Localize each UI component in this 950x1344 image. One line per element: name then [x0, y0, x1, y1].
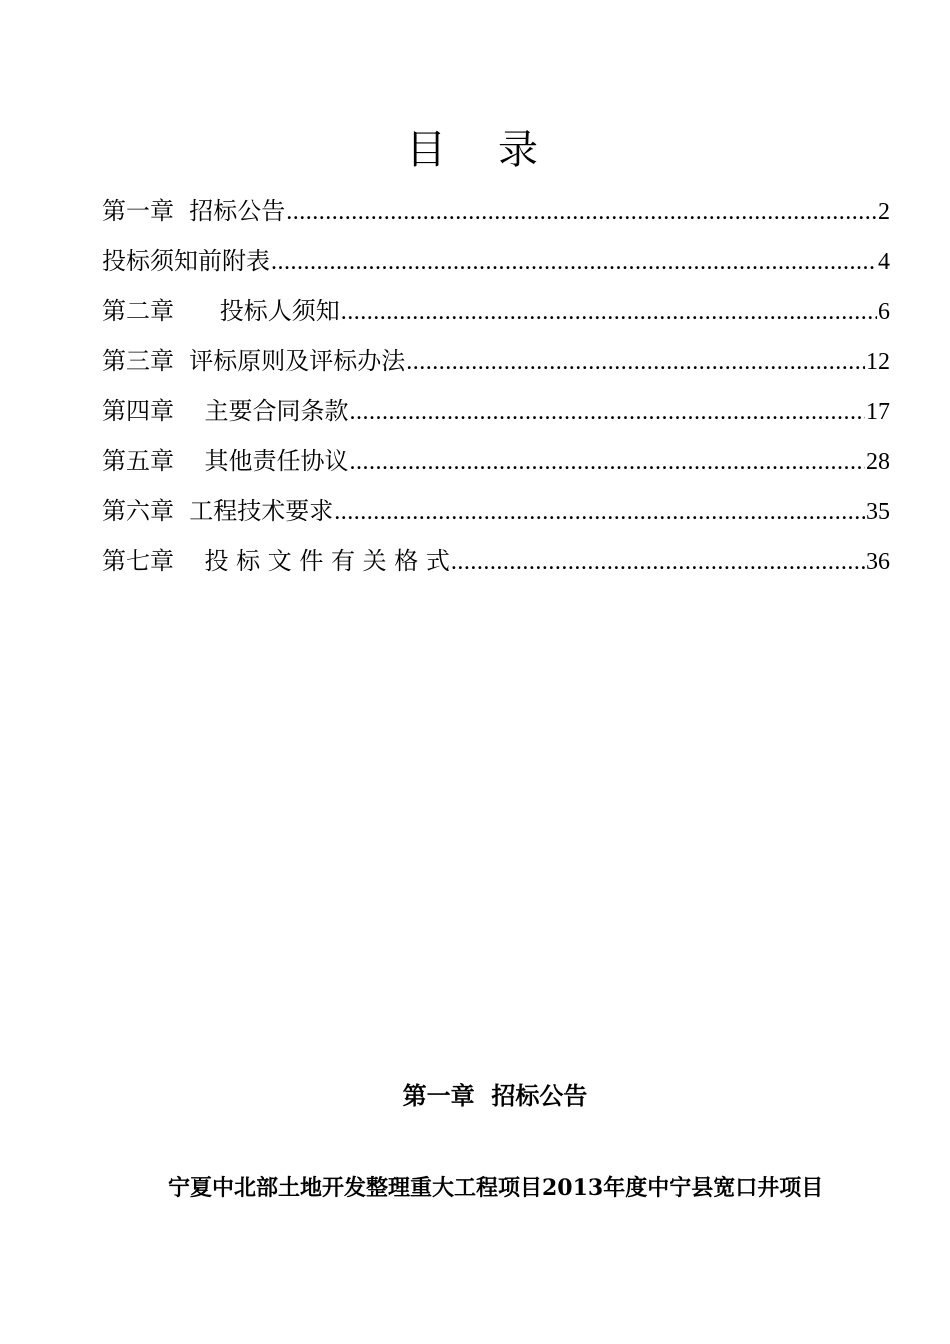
toc-entry-page: 17	[866, 399, 890, 425]
toc-leader-dots	[350, 437, 865, 487]
toc-entry-label: 第四章 主要合同条款	[102, 397, 349, 425]
toc-leader-dots	[271, 237, 877, 287]
toc-entry-page: 36	[866, 549, 890, 575]
toc-entry	[102, 236, 890, 286]
toc-entry-page: 2	[878, 199, 890, 225]
table-of-contents	[102, 186, 890, 586]
toc-leader-dots	[286, 187, 877, 237]
toc-leader-dots	[406, 337, 865, 387]
toc-entry-label: 第二章 投标人须知	[102, 297, 340, 325]
toc-leader-dots	[334, 487, 865, 537]
toc-entry-page: 6	[878, 299, 890, 325]
toc-entry-label: 第五章 其他责任协议	[102, 447, 349, 475]
toc-entry-page: 4	[878, 249, 890, 275]
toc-title: 目录	[406, 127, 590, 173]
toc-entry	[102, 436, 890, 486]
toc-entry-label: 第六章 工程技术要求	[102, 497, 334, 525]
toc-entry-page: 35	[866, 499, 890, 525]
toc-entry	[102, 536, 890, 586]
toc-entry-page: 28	[866, 449, 890, 475]
toc-entry-label: 第七章 投 标 文 件 有 关 格 式	[102, 547, 450, 575]
project-title: 宁夏中北部土地开发整理重大工程项目2013年度中宁县宽口井项目	[168, 1175, 824, 1201]
toc-entry	[102, 486, 890, 536]
toc-entry	[102, 286, 890, 336]
toc-leader-dots	[350, 387, 865, 437]
toc-entry	[102, 186, 890, 236]
toc-entry-label: 投标须知前附表	[102, 247, 270, 275]
toc-entry	[102, 386, 890, 436]
toc-leader-dots	[341, 287, 877, 337]
chapter-heading: 第一章 招标公告	[402, 1081, 588, 1110]
toc-entry-label: 第一章 招标公告	[102, 197, 286, 225]
toc-leader-dots	[451, 537, 865, 587]
toc-entry	[102, 336, 890, 386]
toc-entry-page: 12	[866, 349, 890, 375]
toc-entry-label: 第三章 评标原则及评标办法	[102, 347, 406, 375]
